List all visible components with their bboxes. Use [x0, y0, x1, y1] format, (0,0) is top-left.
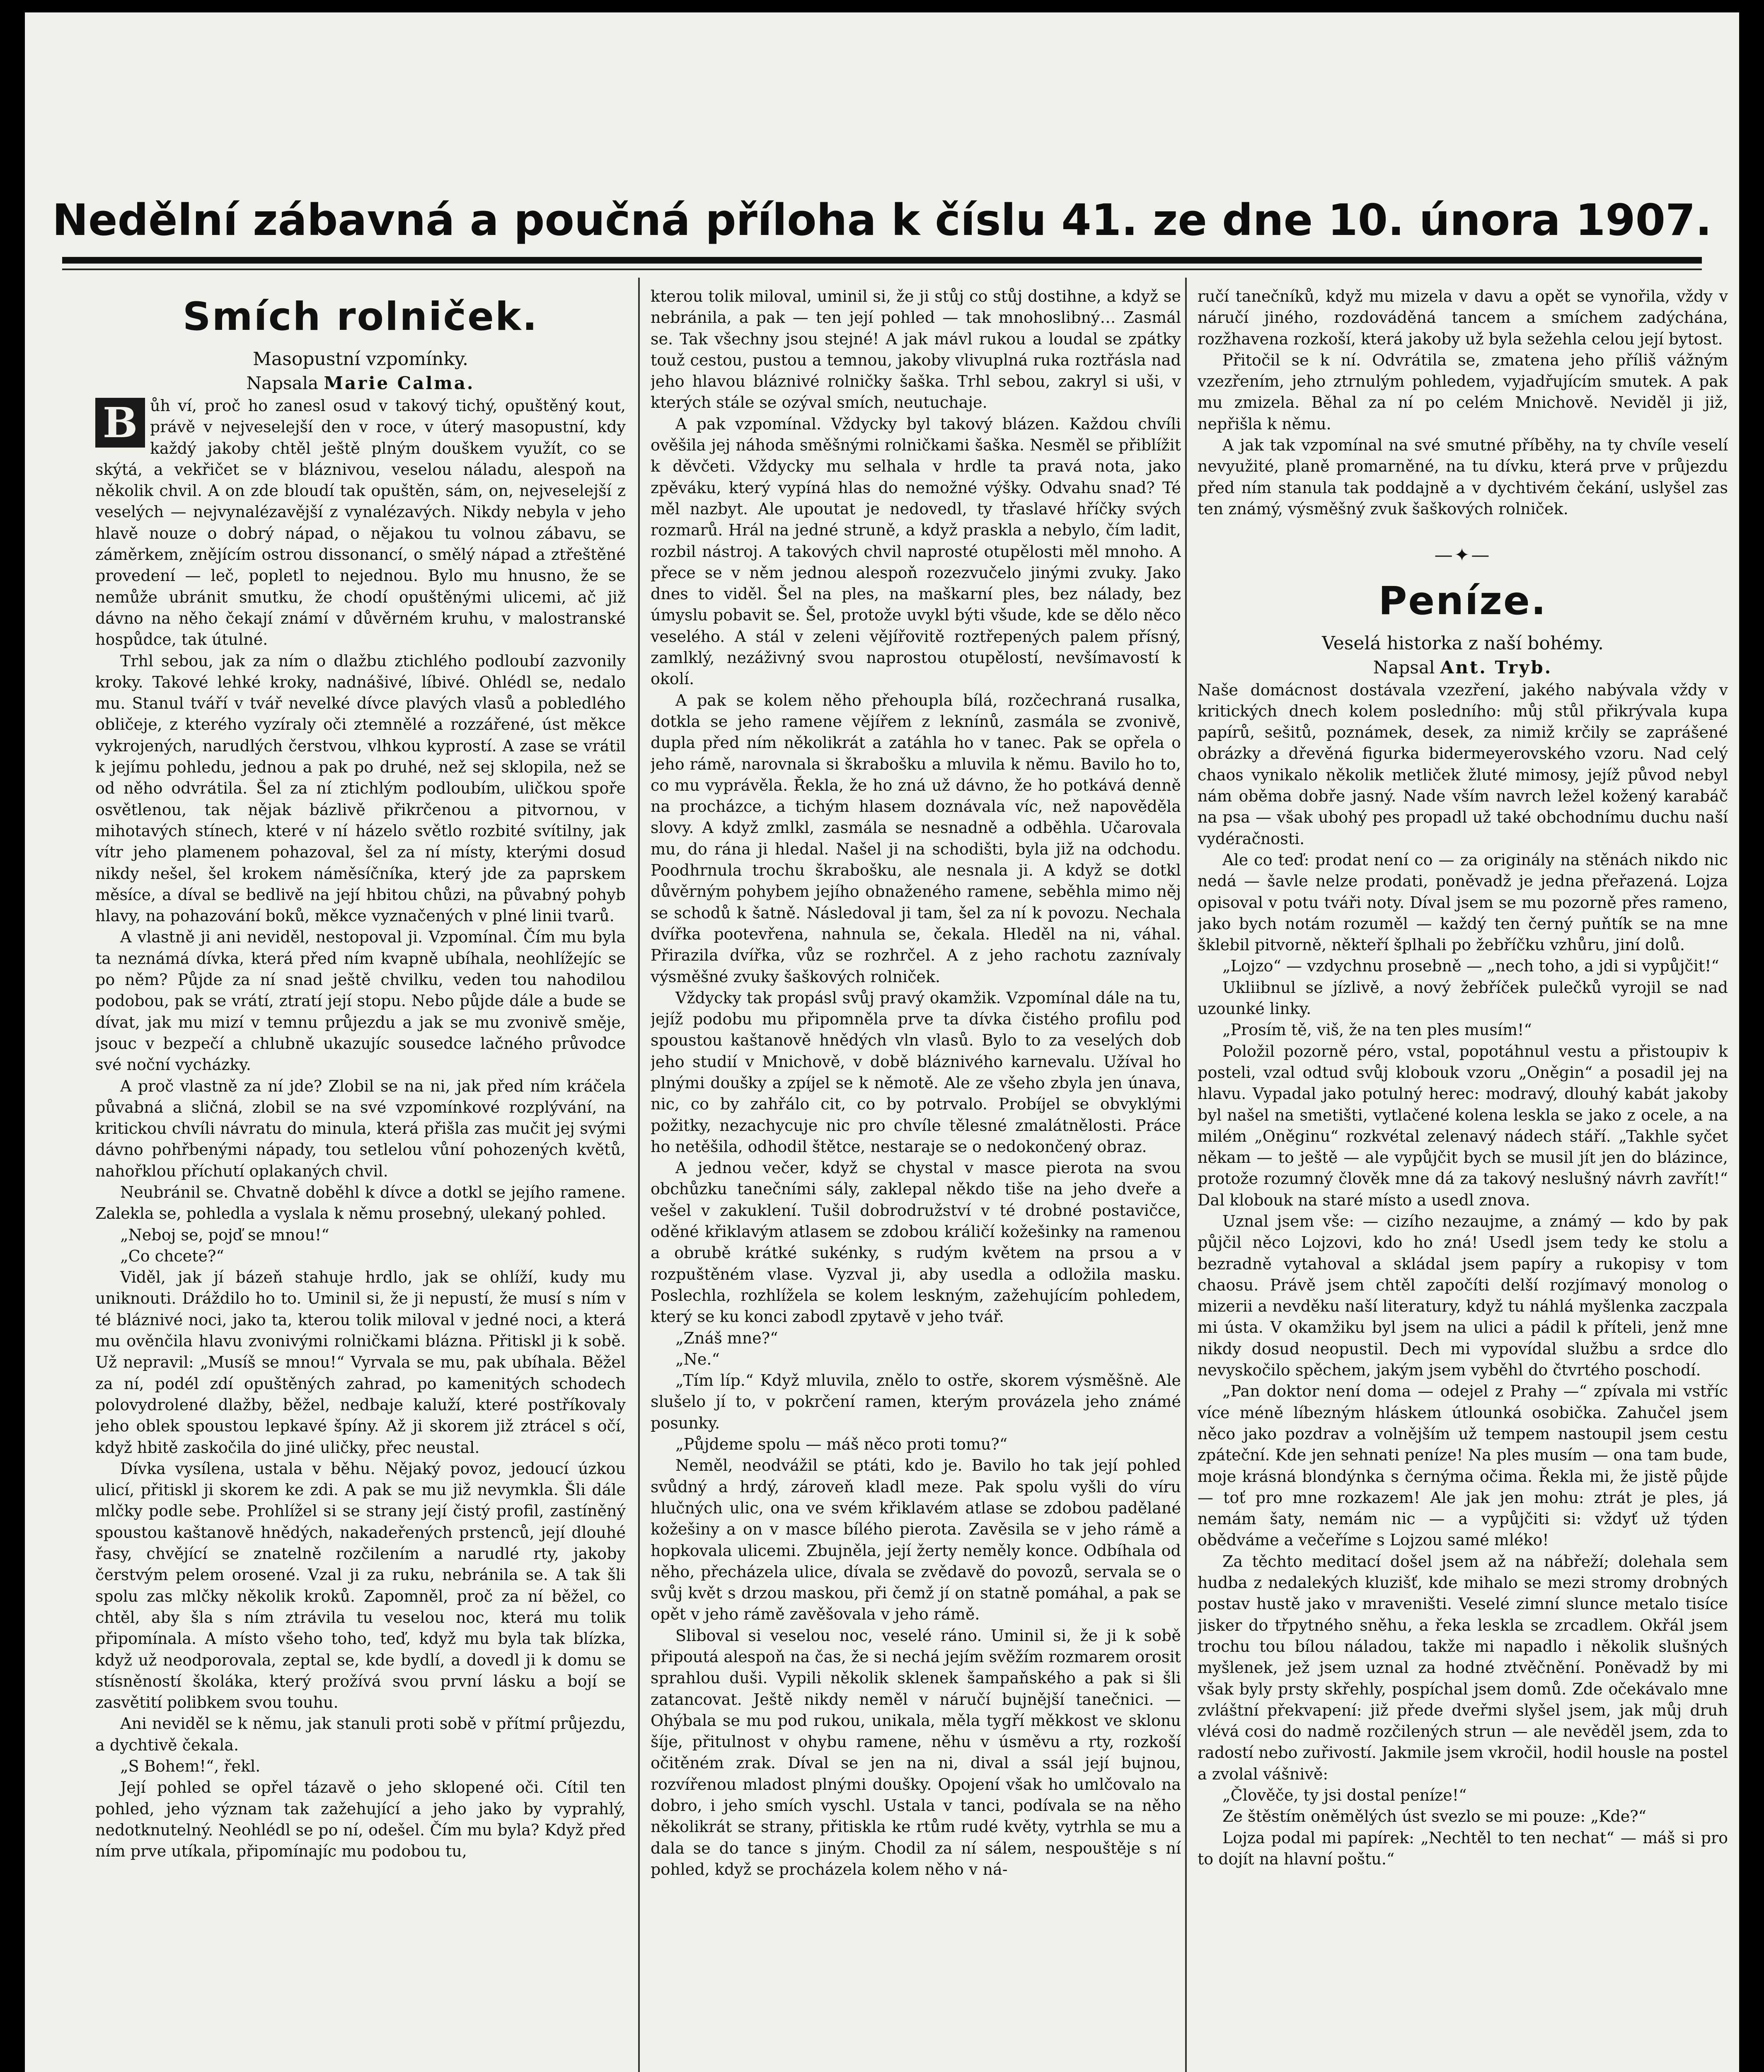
- paragraph: „Ne.“: [675, 1350, 720, 1368]
- paragraph: „Půjdeme spolu — máš něco proti tomu?“: [675, 1435, 1008, 1454]
- paragraph: „Tím líp.“ Když mluvila, znělo to ostře, skorem výsměšně. Ale slušelo jí to, v pokrčení ramen, kterým provázela jeho známé posunky.: [651, 1371, 1181, 1432]
- column-1: [95, 286, 626, 2072]
- masthead-rule-thin: [62, 269, 1702, 270]
- paragraph: Ale co teď: prodat není co — za originály na stěnách nikdo nic nedá — šavle nelze prodati, poněvadž je jedna přeřazená. Lojza opisoval v potu tváři noty. Díval jsem se mu pozorně přes rameno, jako bych notám rozuměl — každý ten černý puňtík se na mne šklebil pitvorně, někteří šplhali po žebříčku vzhůru, jiní dolů.: [1198, 850, 1728, 954]
- paragraph: „Lojzo“ — vzdychnu prosebně — „nech toho, a jdi si vypůjčit!“: [1222, 957, 1719, 975]
- story-body-col2: [651, 286, 1181, 1880]
- story-title: Smích rolniček.: [182, 294, 539, 339]
- column-3: [1198, 286, 1728, 2072]
- author2-prefix: Napsal: [1373, 657, 1435, 678]
- paragraph: A pak vzpomínal. Vždycky byl takový blázen. Každou chvíli ověšila jej náhoda směšnými rolničkami šaška. Nesměl se přiblížit k děvčeti. Vždycky mu selhala v hrdle ta pravá nota, jako zpěváku, který vypíná hlas do nemožné výšky. Odvahu snad? Té měl nazbyt. Ale upoutat je nedovedl, ty třaslavé hříčky svých rozmarů. Hrál na jedné struně, a když praskla a nebylo, čím ladit, rozbil nástroj. A takových chvil naprosté otupělosti měl mnoho. A přece se v něm jednou alespoň rozezvučelo jinými zvuky. Jako dnes to viděl. Šel na ples, na maškarní ples, bez nálady, bez úmyslu pobavit se. Šel, protože uvykl býti všude, kde se dělo něco veselého. A stál v zeleni vějířovitě roztřepených palem přísný, zamlklý, nezáživný svou naprostou otupělostí, nevšímavostí k okolí.: [651, 414, 1181, 688]
- paragraph: Sliboval si veselou noc, veselé ráno. Uminil si, že ji k sobě připoutá alespoň na čas, že si nechá jejím svěžím rozmarem orosit sprahlou duši. Vypili několik sklenek šampaňského a pak si šli zatancovat. Ještě nikdy neměl v náručí bujnější tanečnici. — Ohýbala se mu pod rukou, unikala, měla tygří měkkost ve sklonu šíje, přitulnost v ohybu ramene, něhu v úsměvu a rty, rozkoší očitěném zrak. Díval se jen na ni, dival a ssál její bujnou, rozvířenou mladost plnými doušky. Opojení však ho umlčovalo na dobro, i jeho smích vyschl. Ustala v tanci, podívala se na něho několikrát se strany, přitiskla ke rtům rudé květy, vytrhla se mu a dala se do tance s jiným. Chodil za ní sálem, nespouštěje s ní pohled, když se procházela kolem něho v ná-: [651, 1626, 1181, 1878]
- paragraph: Dívka vysílena, ustala v běhu. Nějaký povoz, jedoucí úzkou ulicí, přitiskl ji skorem ke zdi. A pak se mu již nevymkla. Šli dále mlčky podle sebe. Prohlížel si se strany její čistý profil, zastíněný spoustou kaštanově hnědých, nakadeřených prstenců, její dlouhé řasy, chvějící se znatelně rozčilením a narudlé rty, jakoby čerstvým pelem orosené. Vzal ji za ruku, nebránila se. A tak šli spolu zas mlčky několik kroků. Zapomněl, proč za ní běžel, co chtěl, aby šla s ním ztrávila tu veselou noc, která mu tolik připomínala. A místo všeho toho, teď, když mu byla tak blízka, když už neodporovala, zeptal se, kde bydlí, a dovedl ji k domu se stísněností školáka, který prožívá svou první lásku a bojí se zasvětití polibkem svou touhu.: [95, 1459, 626, 1712]
- paragraph: „Znáš mne?“: [675, 1329, 778, 1347]
- paragraph: „Neboj se, pojď se mnou!“: [120, 1225, 329, 1244]
- paragraph: Vždycky tak propásl svůj pravý okamžik. Vzpomínal dále na tu, jejíž podobu mu připomněla prve ta dívka čistého profilu pod spoustou kaštanově hnědých vln vlasů. Bylo to za veselých dob jeho studií v Mnichově, v době bláznivého karnevalu. Užíval ho plnými doušky a zpíjel se k němotě. Ale ze všeho zbyla jen únava, nic, co by zahřálo cit, co by potrvalo. Probíjel se obvyklými požitky, nezachycuje nic pro chvíle tělesné zmalátnělosti. Práce ho netěšila, odhodil štětce, nestaraje se o nedokončený obraz.: [651, 988, 1181, 1156]
- column-2: [651, 286, 1181, 2072]
- paragraph: A vlastně ji ani neviděl, nestopoval ji. Vzpomínal. Čím mu byla ta neznámá dívka, která před ním kvapně ubíhala, neohlížejíc se po něm? Půjde za ní snad ještě chvilku, veden tou nahodilou podobou, pak se vrátí, ztratí její stopu. Nebo půjde dále a bude se dívat, jak mu mizí v temnu průjezdu a jak se mu zvonivě směje, jsouc v bezpečí a chlubně ukazujíc sousedce lačného průvodce své noční vycházky.: [95, 928, 626, 1074]
- paragraph: Lojza podal mi papírek: „Nechtěl to ten nechat“ — máš si pro to dojít na hlavní poštu.“: [1198, 1828, 1728, 1868]
- story-subtitle: Masopustní vzpomínky.: [252, 349, 468, 370]
- dropcap: B: [95, 398, 145, 448]
- paragraph: A proč vlastně za ní jde? Zlobil se na ni, jak před ním kráčela půvabná a sličná, zlobil se na své vzpomínkové rozplývání, na kritickou chvíli návratu do minula, která přišla zas mučit jej svými dávno pohřbenými nápady, tou setlelou vůní pohozených květů, nahořklou příchutí oplakaných chvil.: [95, 1077, 626, 1180]
- author-name: Marie Calma.: [324, 373, 475, 393]
- story-author: [95, 371, 626, 395]
- paragraph: A jak tak vzpomínal na své smutné příběhy, na ty chvíle veselí nevyužité, planě promarněné, na tu dívku, která prve v průjezdu před ním stanula tak poddajně a v dychtivém čekání, uslyšel zas ten známý, výsměšný zvuk šaškových rolniček.: [1198, 436, 1728, 518]
- paragraph: [95, 395, 626, 651]
- paragraph: Položil pozorně péro, vstal, popotáhnul vestu a přistoupiv k posteli, vzal odtud svůj klobouk vzoru „Oněgin“ a posadil jej na hlavu. Vypadal jako potulný herec: modravý, dlouhý kabát jakoby byl našel na smetišti, vytlačené kolena leskla se jako z ocele, a na milém „Oněginu“ rozkvétal zelenavý nádech stáří. „Takhle syčet někam — to ještě — ale vypůjčit bych se musil jít jen do blázince, protože rozumný člověk mne dá za takový neslušný návrh zavřít!“ Dal klobouk na staré místo a usedl znova.: [1198, 1042, 1728, 1209]
- paragraph: Ani neviděl se k němu, jak stanuli proti sobě v přítmí průjezdu, a dychtivě čekala.: [95, 1714, 626, 1754]
- section-ornament: —✦—: [1434, 545, 1491, 566]
- paragraph: „Člověče, ty jsi dostal peníze!“: [1222, 1786, 1467, 1804]
- paragraph: ručí tanečníků, když mu mizela v davu a opět se vynořila, vždy v náručí jiného, rozdováděná tancem a smíchem zadýchána, rozžhavena rozkoší, která jakoby už byla sežehla celou její bytost.: [1198, 287, 1728, 348]
- paragraph: Neubránil se. Chvatně doběhl k dívce a dotkl se jejího ramene. Zalekla se, pohledla a vyslala k němu prosebný, ulekaný pohled.: [95, 1183, 626, 1223]
- story-body-col1: [95, 395, 626, 1862]
- masthead-rule-thick: [62, 257, 1702, 264]
- paragraph: Ze štěstím oněmělých úst svezlo se mi pouze: „Kde?“: [1222, 1807, 1647, 1826]
- story-body-col3: [1198, 286, 1728, 520]
- story2-subtitle: Veselá historka z naší bohémy.: [1322, 632, 1604, 654]
- paragraph: Naše domácnost dostávala vzezření, jakého nabývala vždy v kritických dnech kolem posledního: můj stůl přikrývala kupa papírů, sešitů, poznámek, desek, za nimiž krčily se zaprášené obrázky a dřevěná figurka bidermeyerovského vzoru. Nad celý chaos vynikalo několik metliček žluté mimosy, jejíž původ nebyl nám oběma dobře jasný. Nade vším navrch ležel kožený karabáč na psa — však ubohý pes propadl už také obchodnímu duchu naší vydéračnosti.: [1198, 680, 1728, 848]
- paragraph: A jednou večer, když se chystal v masce pierota na svou obchůzku tanečními sály, zaklepal někdo tiše na jeho dveře a vešel v zakuklení. Tušil dobrodružství v té drobné postavičce, oděné křiklavým atlasem se zdobou králičí kožešinky na ramenou a obrubě krátké sukénky, s rudým květem na prsou a v rozpuštěném vlase. Vyzval ji, aby usedla a odložila masku. Poslechla, rozhlížela se kolem leskným, zažehujícím pohledem, který se ku konci zabodl zpytavě v jeho tvář.: [651, 1159, 1181, 1326]
- paragraph: Trhl sebou, jak za ním o dlažbu ztichlého podloubí zazvonily kroky. Takové lehké kroky, nadnášivé, líbivé. Ohlédl se, nedalo mu. Stanul tváří v tvář nevelké dívce plavých vlasů a pobledlého obličeje, z kterého vyzíraly oči ztemnělé a rozzářené, úst měkce vykrojených, narudlých čerstvou, vlhkou kyprostí. A zase se vrátil k jejímu pohledu, jednou a pak po druhé, než sej sklopila, než se od něho odvrátila. Šel za ní ztichlým podloubím, uličkou spoře osvětlenou, tak nějak bázlivě přikrčenou a pitvornou, v mihotavých stínech, které v ní házelo světlo rozbité svítilny, jak vítr jeho plamenem pohazoval, šel za ní místy, kterými dosud nikdy nešel, šel krokem náměsíčníka, který jde za paprskem měsíce, a díval se bedlivě na její hbitou chůzi, na půvabný pohyb hlavy, na pohazování boků, měkce vyznačených v plné linii tvarů.: [95, 651, 626, 925]
- paragraph: Přitočil se k ní. Odvrátila se, zmatena jeho příliš vážným vzezřením, jeho ztrnulým pohledem, vyjadřujícím smutek. A pak mu zmizela. Běhal za ní po celém Mnichově. Neviděl ji již, nepřišla k němu.: [1198, 351, 1728, 433]
- story2-author: [1198, 656, 1728, 680]
- author-prefix: Napsala: [246, 373, 319, 393]
- paragraph: Ukliibnul se jízlivě, a nový žebříček pulečků vyrojil se nad uzounké linky.: [1198, 978, 1728, 1018]
- column-divider-2: [1185, 278, 1187, 2072]
- paragraph: Viděl, jak jí bázeň stahuje hrdlo, jak se ohlíží, kudy mu uniknouti. Dráždilo ho to. Uminil si, že ji nepustí, že musí s ním v té bláznivé noci, jako ta, kterou tolik miloval v jedné noci, a která mu ověnčila hlavu zvonivými rolničkami blázna. Přitiskl ji k sobě. Už nepravil: „Musíš se mnou!“ Vyrvala se mu, pak ubíhala. Běžel za ní, podél zdí opuštěných zahrad, po kamenitých schodech polovydrolené dlažby, běžel, nedbaje kaluží, které postříkovaly jeho oblek spoustou lepkavé špíny. Až ji skorem již ztrácel s očí, když hbitě zaskočila do jiné uličky, přec neustal.: [95, 1268, 626, 1457]
- paragraph: „Co chcete?“: [120, 1247, 224, 1265]
- paragraph: „S Bohem!“, řekl.: [120, 1757, 261, 1775]
- author2-name: Ant. Tryb.: [1440, 657, 1553, 678]
- paragraph: „Prosím tě, viš, že na ten ples musím!“: [1222, 1021, 1532, 1039]
- paragraph: Uznal jsem vše: — cizího nezaujme, a známý — kdo by pak půjčil něco Lojzovi, kdo ho zná! Usedl jsem tedy ke stolu a bezradně vytahoval a skládal jsem papíry a rukopisy v tom chaosu. Právě jsem chtěl započíti delší rozjímavý monolog o mizerii a nevděku naší literatury, když tu náhlá myšlenka zaczpala mi ústa. V okamžiku byl jsem na ulici a pádil k příteli, jenž mne nikdy dosud neopustil. Dech mi vypovídal službu a srdce dlo nevyskočilo spěchem, jakým jsem vyběhl do čtvrtého poschodí.: [1198, 1212, 1728, 1380]
- paragraph: Neměl, neodvážil se ptáti, kdo je. Bavilo ho tak její pohled svůdný a hrdý, zároveň kladl meze. Pak spolu vyšli do víru hlučných ulic, ona ve svém křiklavém atlase se zdobou padělané kožešiny a on v masce bílého pierota. Zavěsila se v jeho rámě a hopkovala ulicemi. Zbujněla, její žerty neměly konce. Odbíhala od něho, přecházela ulice, dívala se zvědavě do povozů, servala se o svůj květ s drzou maskou, při čemž jí on statně pomáhal, a pak se opět v jeho rámě zavěšovala v jeho rámě.: [651, 1456, 1181, 1624]
- newspaper-page: [25, 12, 1739, 2072]
- masthead: Nedělní zábavná a poučná příloha k číslu 41. ze dne 10. února 1907.: [52, 195, 1712, 245]
- paragraph: A pak se kolem něho přehoupla bílá, rozčechraná rusalka, dotkla se jeho ramene vějířem z leknínů, zasmála se zvonivě, dupla před ním několikrát a zatáhla ho v tanec. Pak se opřela o jeho rámě, narovnala si škrabošku a mluvila k němu. Bavilo ho to, co mu vyprávěla. Řekla, že ho zná už dávno, že ho potkává denně na procházce, a tichým hlasem doznávala víc, než napověděla slovy. A když zmlkl, zasmála se nesnadně a odběhla. Učarovala mu, do rána ji hledal. Našel ji na schodišti, byla již na odchodu. Poodhrnula trochu škrabošku, ale nesnala ji. A když se dotkl důvěrným pohybem jejího obnaženého ramene, seběhla mimo něj se schodů k šatně. Následoval ji tam, šel za ní k povozu. Nechala dvířka pootevřena, nahnula se, čekala. Hleděl na ni, váhal. Přirazila dvířka, vůz se rozhrčel. A z jeho rachotu zaznívaly výsměšné zvuky šaškových rolniček.: [651, 691, 1181, 986]
- story2-title: Peníze.: [1378, 578, 1547, 624]
- column-divider-1: [638, 278, 640, 2072]
- story2-body: [1198, 680, 1728, 1870]
- paragraph-text: ůh ví, proč ho zanesl osud v takový tichý, opuštěný kout, právě v nejveselejší den v roce, v úterý masopustní, kdy každý jakoby chtěl ještě plným douškem využít, co se skýtá, a vekřičet se v bláznivou, veselou náladu, alespoň na několik chvil. A on zde bloudí tak opuštěn, sám, on, nejveselejší z veselých — nejvynalézavější z vynalézavých. Nikdy nebyla v jeho hlavě nouze o dobrý nápad, o nějakou tu volnou zábavu, se záměrkem, znějícím ostrou dissonancí, o smělý nápad a ztřeštěné provedení — leč, popletl to nejednou. Bylo mu hnusno, že se nemůže ubránit smutku, že chodí opuštěnými ulicemi, ač již dávno na něho čekají známí v důvěrném kruhu, v malostranské hospůdce, tak útulné.: [95, 397, 626, 649]
- paragraph: Za těchto meditací došel jsem až na nábřeží; dolehala sem hudba z nedalekých kluzišť, kde mihalo se mezi stromy drobných postav hustě jako v mraveništi. Veselé zimní slunce metalo tisíce jisker do třpytného sněhu, a řeka leskla se zrcadlem. Okřál jsem trochu tou bílou náladou, takže mi napadlo i několik slušných myšlenek, jež jsem uznal za hodné ztvěčnění. Poněvadž by mi však byly prsty skřehly, pospíchal jsem domů. Zde očekávalo mne zvláštní překvapení: již přede dveřmi slyšel jsem, jak můj druh vlévá cosi do nadmě rozčilených strun — ale nevěděl jsem, zda to radostí nebo zuřivostí. Jakmile jsem vkročil, hodil housle na postel a zvolal vášnivě:: [1198, 1552, 1728, 1783]
- paragraph: „Pan doktor není doma — odejel z Prahy —“ zpívala mi vstříc více méně líbezným hláskem útlounká osobička. Zahučel jsem něco jako pozdrav a volnějším už tempem nastoupil jsem cestu zpáteční. Kde jen sehnati peníze! Na ples musím — ona tam bude, moje krásná blondýnka s černýma očima. Řekla mi, že jistě půjde — toť pro mne rozkazem! Ale jak jen mohu: ztrát je ples, já nemám šaty, nemám nic — a vypůjčiti si: vždyť už týden obědváme a večeříme s Lojzou samé mléko!: [1198, 1382, 1728, 1549]
- paragraph: kterou tolik miloval, uminil si, že ji stůj co stůj dostihne, a když se nebránila, a pak — ten její pohled — tak mnohoslibný… Zasmál se. Tak všechny jsou stejné! A jak mávl rukou a loudal se zpátky touž cestou, pustou a temnou, jakoby vlivuplná ruka roztřásla nad jeho hlavou bláznivé rolničky šaška. Trhl sebou, zakryl si uši, v kterých stále se ozýval smích, neutuchaje.: [651, 287, 1181, 412]
- paragraph: Její pohled se opřel tázavě o jeho sklopené oči. Cítil ten pohled, jeho význam tak zažehující a jeho jako by vyprahlý, nedotknutelný. Neohlédl se po ní, odešel. Čím mu byla? Když před ním prve utíkala, připomínajíc mu podobou tu,: [95, 1778, 626, 1861]
